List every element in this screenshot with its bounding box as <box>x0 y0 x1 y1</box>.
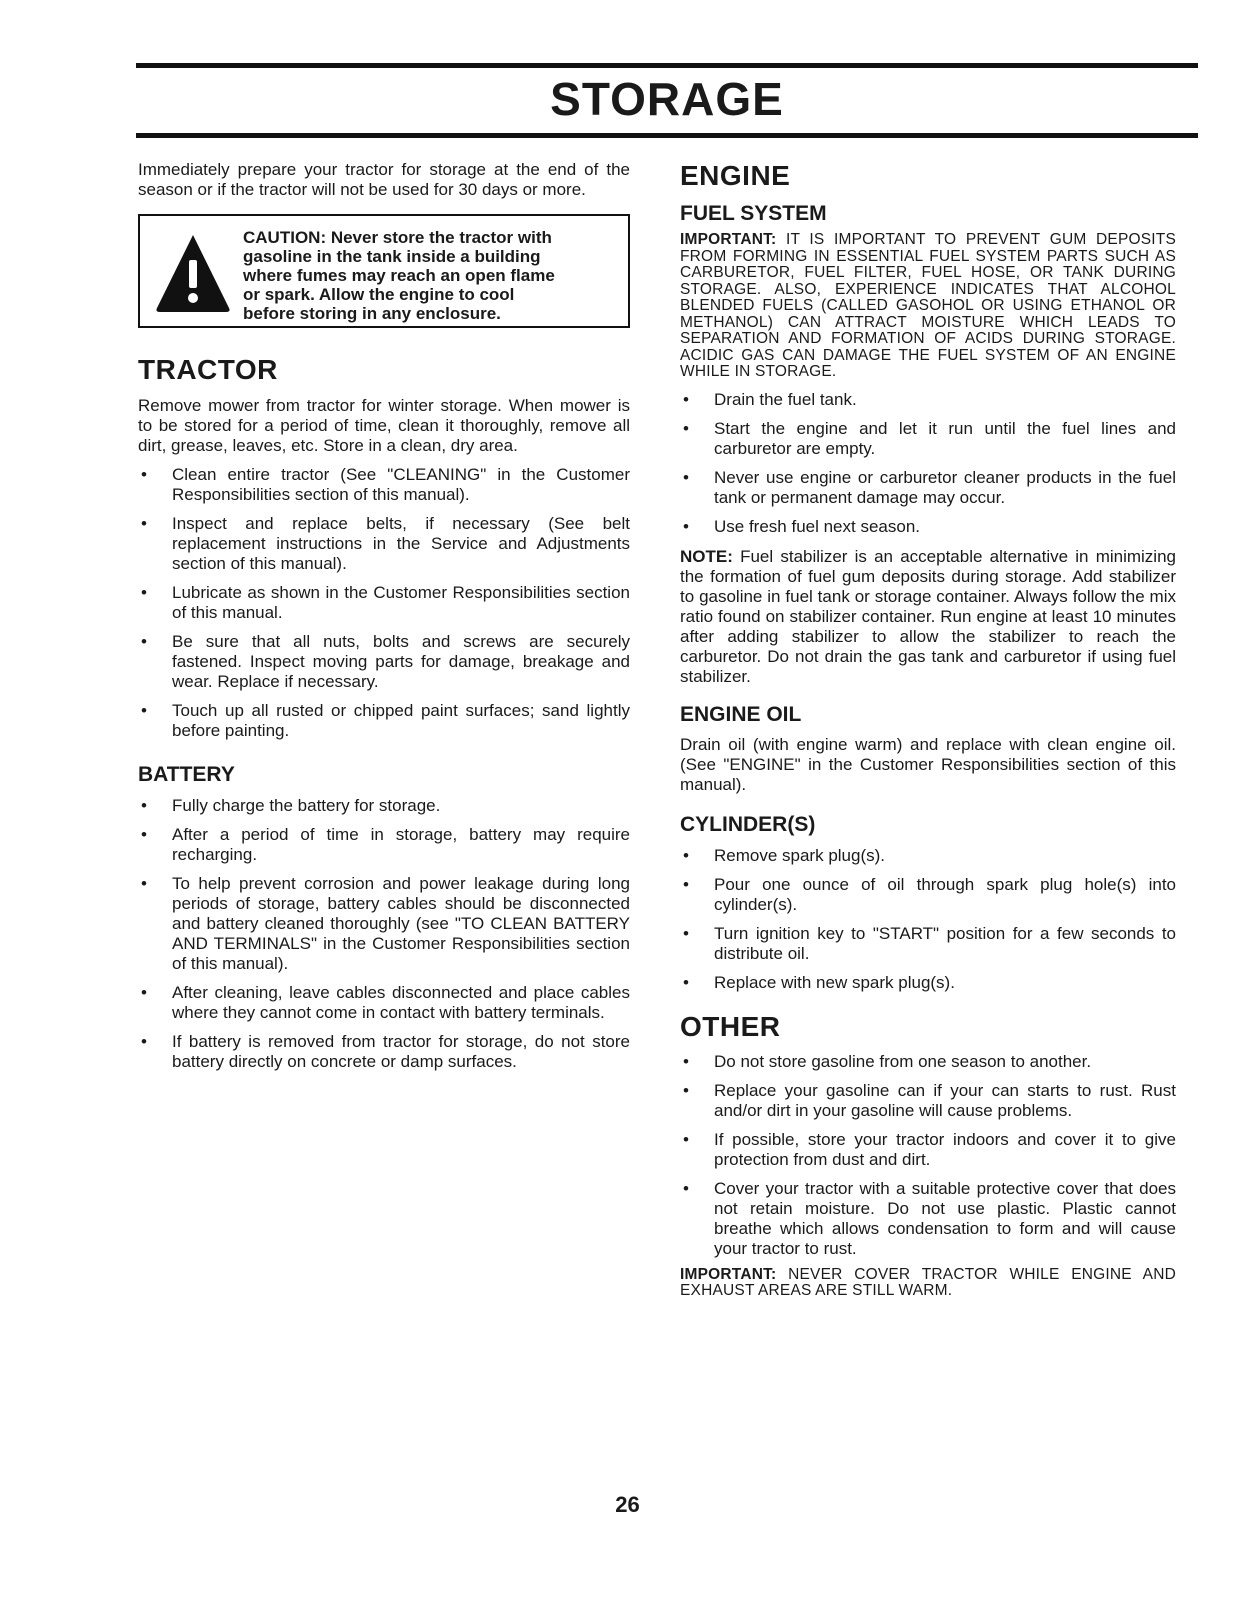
fuel-stabilizer-note: NOTE: Fuel stabilizer is an acceptable alternative in minimizing the formation of fuel gum deposits during storage. Add stabilizer to gasoline in fuel tank or storage container. Always follow the mix ratio found on stabilizer container. Run engine at least 10 minutes after adding stabilizer to allow the stabilizer to reach the carburetor. Do not drain the gas tank and carburetor if using fuel stabilizer. <box>680 546 1176 686</box>
cylinders-heading: CYLINDER(S) <box>680 812 816 836</box>
page-number: 26 <box>615 1492 640 1517</box>
important-label: IMPORTANT: <box>680 1265 777 1283</box>
caution-line: CAUTION: Never store the tractor with <box>243 228 552 247</box>
list-item: • Fully charge the battery for storage. <box>141 796 441 815</box>
fuel-system-important: IMPORTANT: IT IS IMPORTANT TO PREVENT GUM DEPOSITS FROM FORMING IN ESSENTIAL FUEL SYSTEM PARTS SUCH AS CARBURETOR, FUEL FILTER, FUEL HOSE, OR TANK DURING STORAGE. ALSO, EXPERIENCE INDICATES THAT ALCOHOL BLENDED FUELS (CALLED GASOHOL OR USING ETHANOL OR METHANOL) CAN ATTRACT MOISTURE WHICH LEADS TO SEPARATION AND FORMATION OF ACIDS DURING STORAGE. ACIDIC GAS CAN DAMAGE THE FUEL SYSTEM OF AN ENGINE WHILE IN STORAGE. <box>680 231 1176 380</box>
caution-line: gasoline in the tank inside a building <box>243 247 541 266</box>
caution-line: or spark. Allow the engine to cool <box>243 285 515 304</box>
list-item: • Touch up all rusted or chipped paint surfaces; sand lightly before painting. <box>141 701 630 740</box>
left-column <box>138 160 630 1072</box>
list-item: • Use fresh fuel next season. <box>683 516 921 536</box>
list-item: • After cleaning, leave cables disconnected and place cables where they cannot come in contact with battery terminals. <box>141 983 630 1022</box>
list-item: • Drain the fuel tank. <box>683 389 857 409</box>
tractor-heading: TRACTOR <box>138 354 278 385</box>
list-item: • Do not store gasoline from one season to another. <box>683 1051 1092 1071</box>
page-title: STORAGE <box>550 73 784 125</box>
cylinders-list <box>680 846 1176 993</box>
note-label: NOTE: <box>680 546 733 566</box>
tractor-list <box>138 465 630 741</box>
list-item: • Pour one ounce of oil through spark plug hole(s) into cylinder(s). <box>683 874 1176 914</box>
list-item: • Cover your tractor with a suitable protective cover that does not retain moisture. Do not use plastic. Plastic cannot breathe which allows condensation to form and will cause your tractor to rust. <box>683 1178 1176 1258</box>
list-item: • Inspect and replace belts, if necessary (See belt replacement instructions in the Service and Adjustments section of this manual). <box>141 514 630 573</box>
list-item: • Clean entire tractor (See "CLEANING" in the Customer Responsibilities section of this manual). <box>141 465 630 504</box>
list-item: • Never use engine or carburetor cleaner products in the fuel tank or permanent damage may occur. <box>683 467 1176 507</box>
list-item: • Replace your gasoline can if your can starts to rust. Rust and/or dirt in your gasoline will cause problems. <box>683 1080 1176 1120</box>
storage-intro: Immediately prepare your tractor for storage at the end of the season or if the tractor will not be used for 30 days or more. <box>138 160 630 199</box>
warning-triangle-icon <box>152 232 234 314</box>
top-rule <box>136 63 1198 68</box>
important-label: IMPORTANT: <box>680 231 777 248</box>
list-item: • Turn ignition key to "START" position for a few seconds to distribute oil. <box>683 923 1176 963</box>
fuel-system-heading: FUEL SYSTEM <box>680 202 827 225</box>
tractor-intro: Remove mower from tractor for winter storage. When mower is to be stored for a period of time, clean it thoroughly, remove all dirt, grease, leaves, etc. Store in a clean, dry area. <box>138 396 630 455</box>
caution-line: before storing in any enclosure. <box>243 304 501 323</box>
cover-important: IMPORTANT: NEVER COVER TRACTOR WHILE ENGINE AND EXHAUST AREAS ARE STILL WARM. <box>680 1265 1176 1299</box>
list-item: • Start the engine and let it run until the fuel lines and carburetor are empty. <box>683 418 1176 458</box>
list-item: • To help prevent corrosion and power leakage during long periods of storage, battery cables should be disconnected and battery cleaned thoroughly (see "TO CLEAN BATTERY AND TERMINALS" in the Customer Responsibilities section of this manual). <box>141 874 630 973</box>
list-item: • Replace with new spark plug(s). <box>683 972 955 992</box>
caution-text <box>243 228 598 323</box>
list-item: • Remove spark plug(s). <box>683 845 886 865</box>
list-item: • After a period of time in storage, battery may require recharging. <box>141 825 630 864</box>
caution-box <box>138 214 630 328</box>
other-heading: OTHER <box>680 1010 781 1042</box>
caution-line: where fumes may reach an open flame <box>243 266 555 285</box>
engine-heading: ENGINE <box>680 160 791 191</box>
list-item: • If battery is removed from tractor for storage, do not store battery directly on concrete or damp surfaces. <box>141 1032 630 1071</box>
other-list <box>680 1052 1176 1259</box>
title-bottom-rule <box>136 133 1198 138</box>
battery-heading: BATTERY <box>138 763 235 786</box>
fuel-system-list <box>680 390 1176 537</box>
list-item: • Be sure that all nuts, bolts and screws are securely fastened. Inspect moving parts for damage, breakage and wear. Replace if necessary. <box>141 632 630 691</box>
right-column <box>680 160 1176 1300</box>
battery-list <box>138 796 630 1072</box>
list-item: • Lubricate as shown in the Customer Responsibilities section of this manual. <box>141 583 630 622</box>
list-item: • If possible, store your tractor indoors and cover it to give protection from dust and dirt. <box>683 1129 1176 1169</box>
engine-oil-heading: ENGINE OIL <box>680 702 802 726</box>
engine-oil-text: Drain oil (with engine warm) and replace with clean engine oil. (See "ENGINE" in the Customer Responsibilities section of this manual). <box>680 734 1176 794</box>
